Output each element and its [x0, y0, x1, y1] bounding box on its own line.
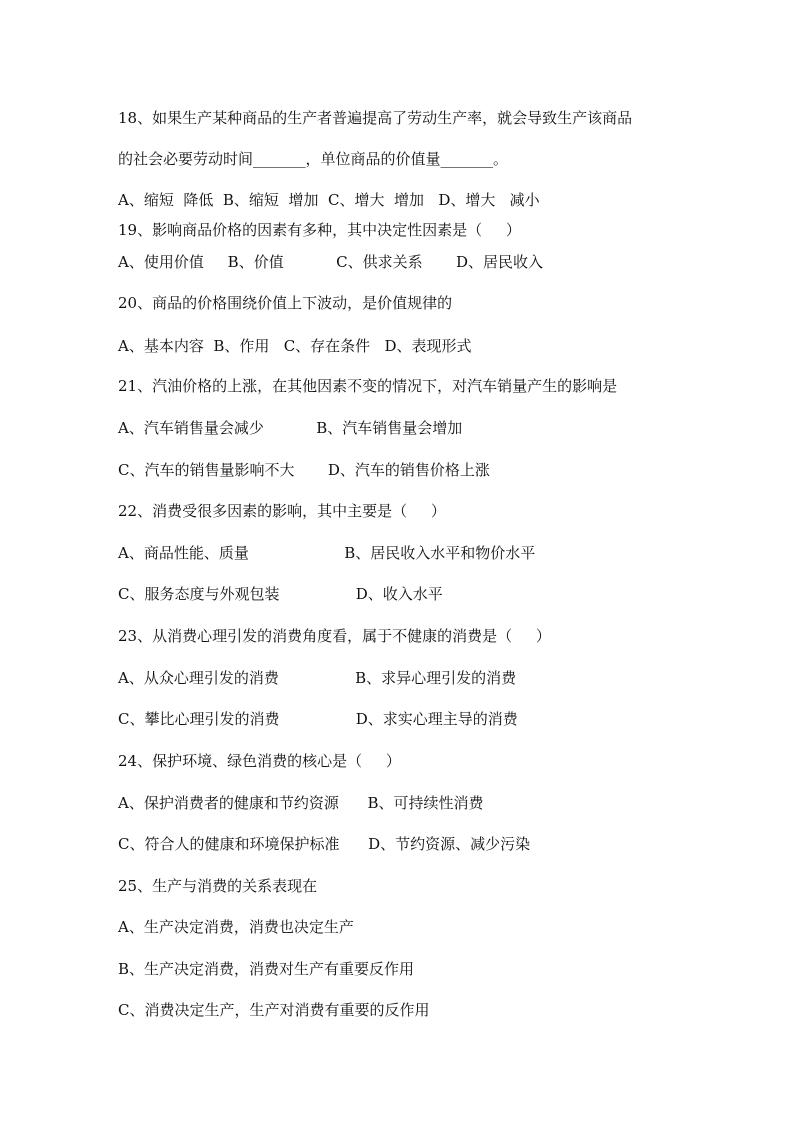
- q20-stem: 20、商品的价格围绕价值上下波动，是价值规律的: [118, 294, 453, 312]
- q25-option-c: C、消费决定生产，生产对消费有重要的反作用: [118, 1001, 430, 1019]
- q24-options-row1: A、保护消费者的健康和节约资源 B、可持续性消费: [118, 794, 484, 812]
- q23-options-row2: C、攀比心理引发的消费 D、求实心理主导的消费: [118, 710, 518, 728]
- q24-options-row2: C、符合人的健康和环境保护标准 D、节约资源、减少污染: [118, 835, 531, 853]
- q21-options-row1: A、汽车销售量会减少 B、汽车销售量会增加: [118, 419, 463, 437]
- q24-stem: 24、保护环境、绿色消费的核心是（ ）: [118, 752, 401, 770]
- q25-option-a: A、生产决定消费，消费也决定生产: [118, 918, 354, 936]
- q18-stem-line2: 的社会必要劳动时间_______，单位商品的价值量_______。: [118, 150, 509, 168]
- q23-options-row1: A、从众心理引发的消费 B、求异心理引发的消费: [118, 669, 517, 687]
- q23-stem: 23、从消费心理引发的消费角度看，属于不健康的消费是（ ）: [118, 627, 551, 645]
- q19-stem: 19、影响商品价格的因素有多种，其中决定性因素是（ ）: [118, 221, 521, 239]
- q18-options: A、缩短 降低 B、缩短 增加 C、增大 增加 D、增大 减小: [118, 191, 540, 209]
- q19-options: A、使用价值 B、价值 C、供求关系 D、居民收入: [118, 253, 544, 271]
- q25-stem: 25、生产与消费的关系表现在: [118, 877, 318, 895]
- q22-options-row1: A、商品性能、质量 B、居民收入水平和物价水平: [118, 544, 536, 562]
- q21-stem: 21、汽油价格的上涨，在其他因素不变的情况下，对汽车销量产生的影响是: [118, 377, 618, 395]
- q22-stem: 22、消费受很多因素的影响，其中主要是（ ）: [118, 502, 446, 520]
- q22-options-row2: C、服务态度与外观包装 D、收入水平: [118, 585, 443, 603]
- q25-option-b: B、生产决定消费，消费对生产有重要反作用: [118, 960, 415, 978]
- q20-options: A、基本内容 B、作用 C、存在条件 D、表现形式: [118, 337, 472, 355]
- q18-stem-line1: 18、如果生产某种商品的生产者普遍提高了劳动生产率，就会导致生产该商品: [118, 109, 633, 127]
- q21-options-row2: C、汽车的销售量影响不大 D、汽车的销售价格上涨: [118, 461, 490, 479]
